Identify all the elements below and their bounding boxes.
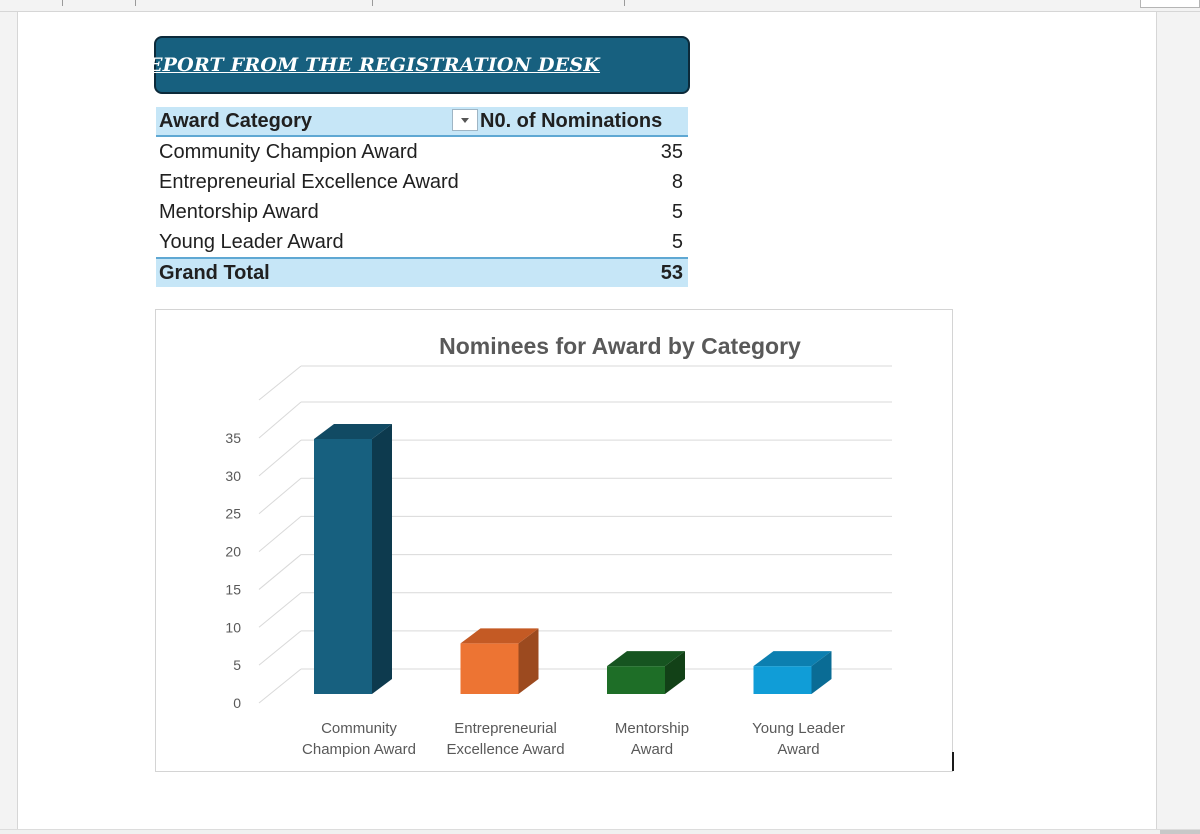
gridline-side — [259, 440, 301, 476]
pivot-row[interactable] — [156, 167, 688, 197]
x-category-label: Mentorship — [614, 720, 690, 737]
pivot-row-count: 5 — [671, 230, 683, 253]
gridline-side — [259, 402, 301, 438]
bar-side — [372, 424, 392, 694]
bar-front — [754, 666, 812, 694]
y-tick-label: 35 — [225, 430, 241, 446]
x-category-label: Award — [777, 741, 820, 758]
pivot-table[interactable] — [156, 107, 688, 287]
bar-front — [314, 439, 372, 694]
gridline-side — [259, 366, 301, 400]
pivot-row-count: 8 — [671, 170, 683, 193]
pivot-row-count: 35 — [660, 140, 683, 163]
pivot-row-category: Young Leader Award — [159, 230, 344, 253]
pivot-row[interactable] — [156, 227, 688, 257]
y-tick-label: 25 — [225, 505, 241, 522]
y-tick-label: 30 — [225, 467, 241, 484]
text-cursor — [952, 752, 954, 771]
nominees-chart[interactable] — [155, 309, 953, 772]
x-category-label: Champion Award — [302, 741, 416, 758]
chart-bars — [314, 424, 832, 694]
pivot-header-row[interactable] — [156, 107, 688, 137]
chart-svg — [156, 310, 954, 773]
gridline-side — [259, 516, 301, 551]
pivot-row[interactable] — [156, 137, 688, 167]
pivot-header-count[interactable]: N0. of Nominations — [480, 109, 663, 132]
pivot-row-category: Community Champion Award — [159, 140, 418, 163]
y-tick-label: 20 — [225, 543, 241, 560]
ruler-tick — [372, 0, 373, 6]
y-tick-label: 10 — [225, 619, 241, 636]
ruler-tick — [624, 0, 625, 6]
y-tick-label: 15 — [225, 581, 241, 598]
report-banner[interactable] — [131, 36, 690, 94]
banner-title: REPORT FROM THE REGISTRATION DESK — [131, 54, 601, 76]
chart-title: Nominees for Award by Category — [439, 333, 801, 359]
sheet-right-rail[interactable] — [1156, 12, 1200, 830]
filter-dropdown-button[interactable] — [452, 109, 478, 131]
pivot-row[interactable] — [156, 197, 688, 227]
x-category-label: Entrepreneurial — [454, 720, 557, 737]
horizontal-scrollbar[interactable] — [0, 829, 1200, 834]
sheet-left-rail — [0, 12, 18, 830]
gridline-side — [259, 478, 301, 513]
pivot-total-count: 53 — [660, 261, 683, 284]
pivot-header-category[interactable]: Award Category — [159, 109, 313, 132]
gridline-side — [259, 631, 301, 665]
x-category-label: Young Leader — [752, 720, 845, 737]
gridline-side — [259, 593, 301, 628]
y-axis — [225, 430, 241, 711]
ruler-tick — [62, 0, 63, 6]
pivot-row-category: Entrepreneurial Excellence Award — [159, 170, 459, 193]
bar-front — [607, 666, 665, 694]
bar-front — [461, 643, 519, 694]
scrollbar-thumb[interactable] — [1160, 830, 1200, 834]
y-tick-label: 5 — [233, 657, 241, 674]
sheet-corner-box[interactable] — [1140, 0, 1200, 8]
pivot-total-row[interactable] — [156, 257, 688, 287]
sheet-top-strip — [0, 0, 1200, 12]
y-tick-label: 0 — [233, 695, 241, 711]
gridline-side — [259, 669, 301, 703]
pivot-row-count: 5 — [671, 200, 683, 223]
gridline-side — [259, 555, 301, 590]
x-category-label: Community — [321, 720, 397, 737]
x-category-label: Excellence Award — [446, 741, 565, 758]
x-axis — [302, 720, 845, 758]
chevron-down-icon — [461, 118, 469, 123]
pivot-total-label: Grand Total — [159, 261, 270, 284]
ruler-tick — [135, 0, 136, 6]
x-category-label: Award — [630, 741, 674, 758]
pivot-row-category: Mentorship Award — [159, 200, 319, 223]
